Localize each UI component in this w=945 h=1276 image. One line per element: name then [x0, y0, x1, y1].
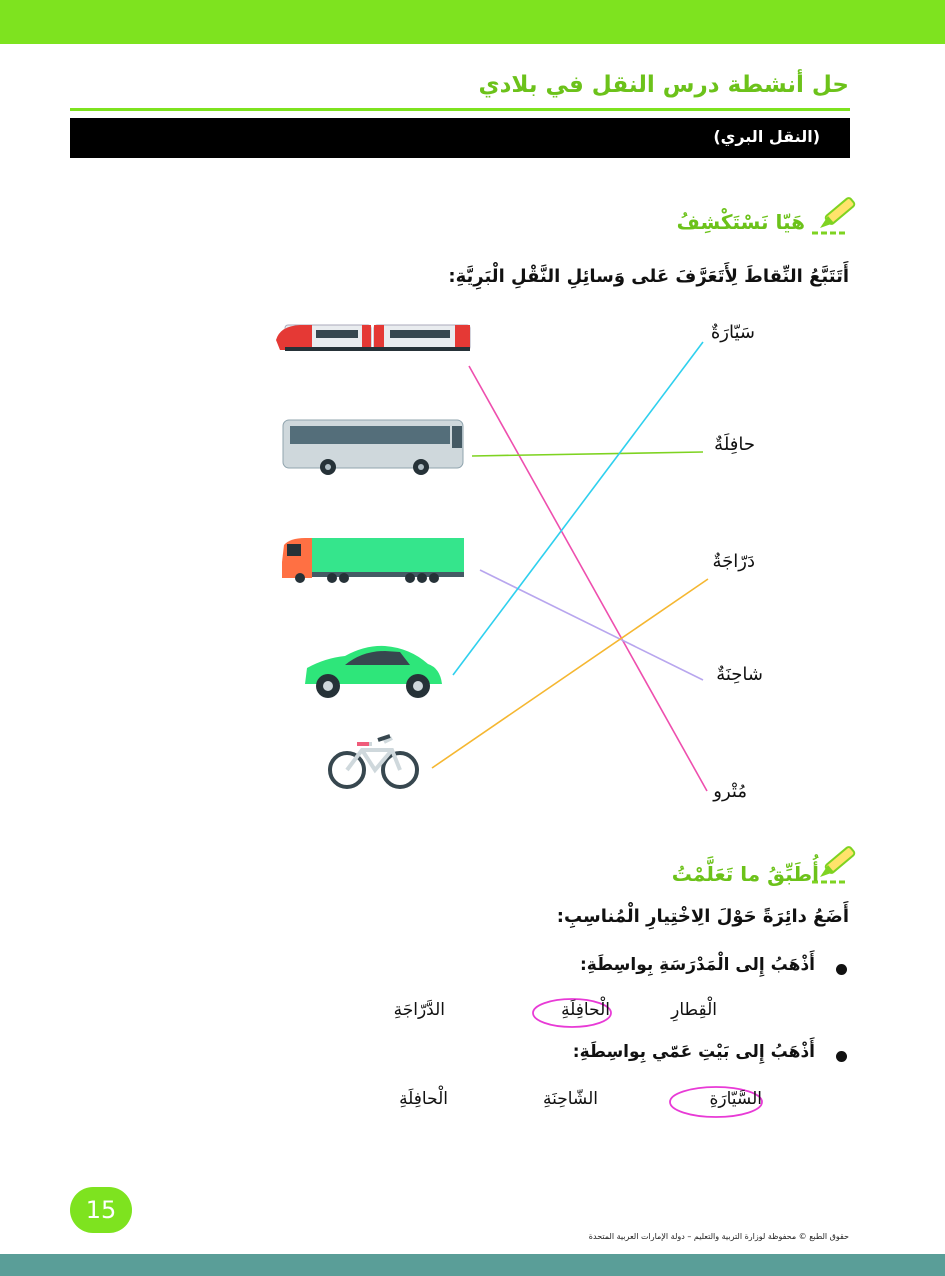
word-bicycle: دَرّاجَةٌ — [712, 551, 755, 572]
match-line-metro — [469, 366, 707, 791]
metro-train-image — [276, 325, 470, 351]
match-line-car — [453, 342, 703, 675]
copyright-text: حقوق الطبع © محفوظة لوزارة التربية والتعليم – دولة الإمارات العربية المتحدة — [588, 1232, 849, 1241]
explore-instruction: أَتَتَبَّعُ النِّقاطَ لِأَتَعَرَّفَ عَلى وَسائِلِ النَّقْلِ الْبَرِيَّةِ: — [448, 266, 849, 287]
word-truck: شاحِنَةٌ — [716, 664, 763, 685]
question-2-option-bus[interactable]: الْحافِلَةِ — [399, 1089, 448, 1109]
word-car: سَيّارَةٌ — [710, 322, 755, 343]
word-bus: حافِلَةٌ — [714, 434, 755, 455]
question-2-option-car[interactable]: السَّيّارَةِ — [709, 1089, 762, 1109]
pencil-icon — [812, 197, 855, 233]
question-1-option-bus[interactable]: الْحافِلَةِ — [561, 1000, 610, 1020]
word-metro: مُتْرو — [713, 781, 747, 802]
page-number: 15 — [70, 1187, 132, 1233]
bicycle-image — [330, 736, 417, 787]
bullet — [836, 1051, 847, 1062]
car-image — [305, 646, 442, 698]
match-line-bus — [472, 452, 703, 456]
question-1-option-train[interactable]: الْقِطارِ — [671, 1000, 717, 1020]
page-title: حل أنشطة درس النقل في بلادي — [478, 72, 849, 98]
match-line-truck — [480, 570, 703, 680]
question-2-option-truck[interactable]: الشّاحِنَةِ — [542, 1089, 598, 1109]
explore-heading: هَيّا نَسْتَكْشِفُ — [676, 210, 805, 234]
bullet — [836, 964, 847, 975]
match-line-bicycle — [432, 579, 708, 768]
question-1-option-bicycle[interactable]: الدَّرّاجَةِ — [393, 1000, 445, 1020]
bottom-teal-bar — [0, 1254, 945, 1276]
truck-image — [282, 538, 464, 583]
apply-heading: أُطَبِّقُ ما تَعَلَّمْتُ — [671, 862, 819, 886]
question-1-prompt: أَذْهَبُ إِلى الْمَدْرَسَةِ بِواسِطَةِ: — [580, 955, 815, 975]
question-2-prompt: أَذْهَبُ إِلى بَيْتِ عَمّي بِواسِطَةِ: — [572, 1042, 815, 1062]
banner-text: (النقل البري) — [713, 127, 820, 146]
apply-instruction: أَضَعُ دائِرَةً حَوْلَ الِاخْتِيارِ الْمُناسِبِ: — [556, 906, 849, 927]
bus-image — [283, 420, 463, 475]
